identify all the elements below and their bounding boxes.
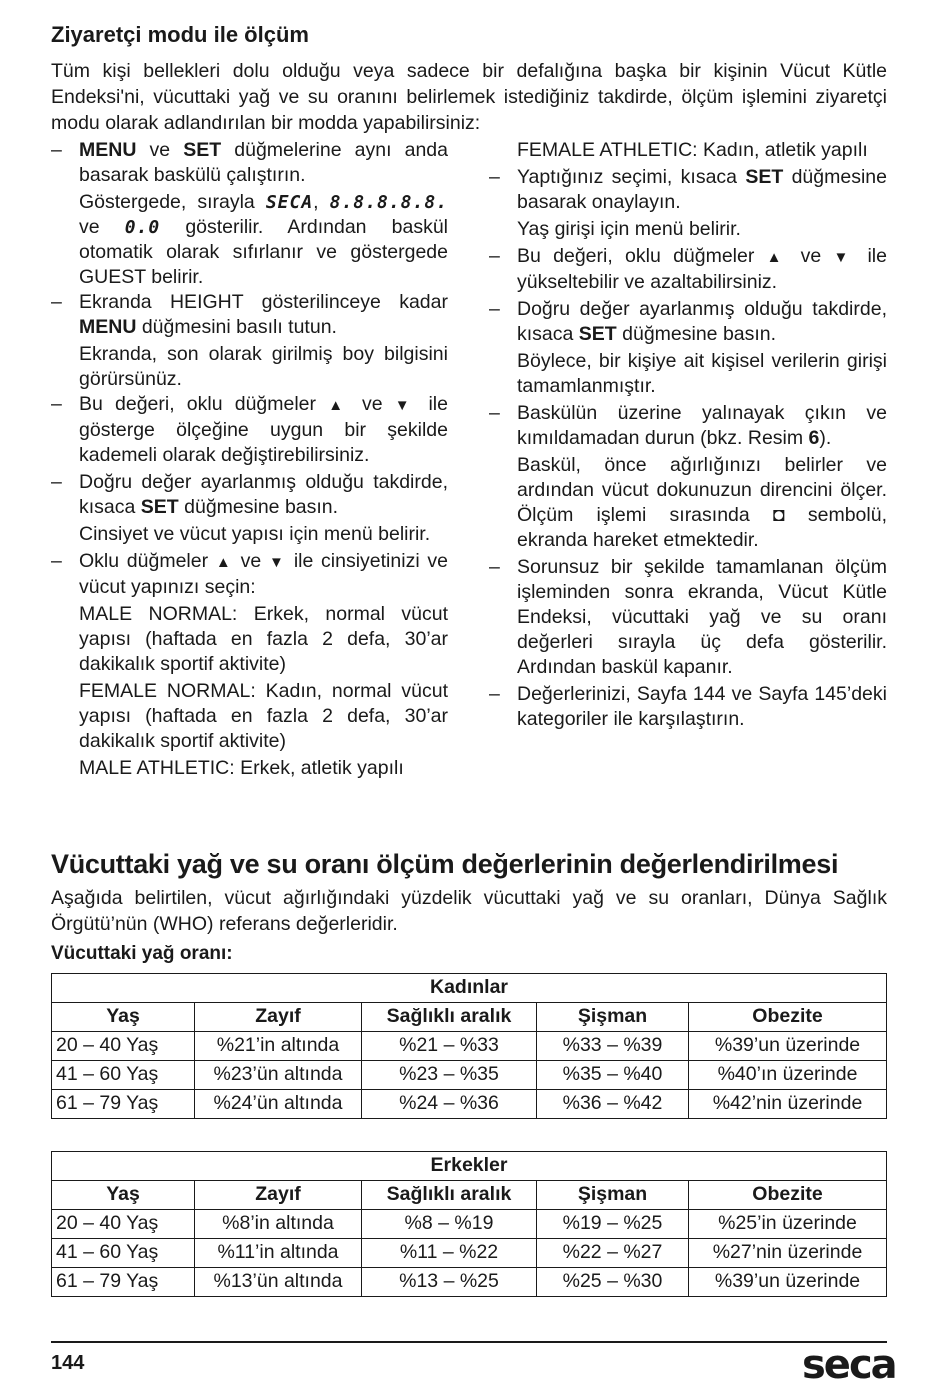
step-1-detail xyxy=(51,190,448,290)
step-10 xyxy=(489,555,887,680)
text: düğmesine basın. xyxy=(616,323,777,346)
step-8 xyxy=(489,297,887,347)
text: Doğru değer ayarlanmış olduğu takdirde, kısaca xyxy=(79,471,448,519)
lcd-zero: 0.0 xyxy=(124,217,161,239)
table-cell: %25 – %30 xyxy=(537,1267,689,1296)
table-cell: %36 – %42 xyxy=(537,1089,689,1118)
text: Oklu düğmeler xyxy=(79,550,216,573)
text: Değerlerinizi, Sayfa 144 ve Sayfa 145’deki kategoriler ile karşılaştırın. xyxy=(517,683,887,731)
column-header: Şişman xyxy=(537,1180,689,1209)
table-row xyxy=(52,1031,887,1060)
up-arrow-icon: ▲ xyxy=(766,249,789,267)
table-row xyxy=(52,1089,887,1118)
text: ve xyxy=(136,139,184,162)
table-spacer xyxy=(51,1119,887,1151)
text: , xyxy=(313,191,330,214)
step-7 xyxy=(489,244,887,295)
table-cell: %27’nin üzerinde xyxy=(689,1238,887,1267)
text: Yaptığınız seçimi, kısaca xyxy=(517,166,746,189)
bullet-dash: – xyxy=(51,393,62,416)
text: Bu değeri, oklu düğmeler xyxy=(517,245,767,268)
column-header: Zayıf xyxy=(195,1002,362,1031)
up-arrow-icon: ▲ xyxy=(328,397,350,415)
table-row xyxy=(52,1209,887,1238)
menu-key-label: MENU xyxy=(79,139,137,162)
section-title-evaluation: Vücuttaki yağ ve su oranı ölçüm değerlerinin değerlendirilmesi xyxy=(51,849,839,880)
table-cell: 41 – 60 Yaş xyxy=(52,1060,195,1089)
text: Bu değeri, oklu düğmeler xyxy=(79,393,329,416)
table-cell: %24 – %36 xyxy=(362,1089,537,1118)
down-arrow-icon: ▼ xyxy=(268,554,287,572)
column-header: Yaş xyxy=(52,1002,195,1031)
right-column xyxy=(489,138,887,732)
lcd-seca: SECA xyxy=(265,192,314,214)
step-9 xyxy=(489,401,887,451)
table-row xyxy=(52,1267,887,1296)
bullet-dash: – xyxy=(489,298,500,321)
table-cell: %22 – %27 xyxy=(537,1238,689,1267)
table-cell: %23 – %35 xyxy=(362,1060,537,1089)
table-cell: %8 – %19 xyxy=(362,1209,537,1238)
lcd-all-segments: 8.8.8.8.8. xyxy=(329,192,448,214)
down-arrow-icon: ▼ xyxy=(394,397,417,415)
text: ). xyxy=(819,427,832,450)
text: Baskülün üzerine yalınayak çıkın ve kımıldamadan durun (bkz. Resim xyxy=(517,402,887,450)
step-5 xyxy=(51,549,448,600)
step-6-detail: Yaş girişi için menü belirir. xyxy=(517,218,741,241)
down-arrow-icon: ▼ xyxy=(833,249,856,267)
table-cell: %21 – %33 xyxy=(362,1031,537,1060)
set-key-label: SET xyxy=(183,139,222,162)
option-female-normal: FEMALE NORMAL: Kadın, normal vücut yapısı (haftada en fazla 2 defa, 30’ar dakikalık sportif aktivite) xyxy=(79,680,448,753)
text: Ekranda HEIGHT gösterilinceye kadar xyxy=(79,291,448,314)
table-cell: %21’in altında xyxy=(195,1031,362,1060)
text: sembolü, ekranda hareket etmektedir. xyxy=(517,504,888,552)
table-caption: Erkekler xyxy=(52,1151,887,1180)
column-header: Sağlıklı aralık xyxy=(362,1002,537,1031)
text: ile cinsiyetinizi ve vücut yapınızı seçin: xyxy=(79,550,448,599)
bullet-dash: – xyxy=(51,471,62,494)
table-cell: %19 – %25 xyxy=(537,1209,689,1238)
option-male-athletic: MALE ATHLETIC: Erkek, atletik yapılı xyxy=(79,757,404,780)
text: düğmesine basarak onaylayın. xyxy=(517,166,887,214)
measurement-symbol-icon: ◘ xyxy=(772,504,785,527)
menu-key-label: MENU xyxy=(79,316,137,339)
table-row xyxy=(52,1238,887,1267)
bullet-dash: – xyxy=(51,139,62,162)
bullet-dash: – xyxy=(489,166,500,189)
column-header: Zayıf xyxy=(195,1180,362,1209)
column-header: Obezite xyxy=(689,1002,887,1031)
text: düğmelerine aynı anda basarak baskülü çalıştırın. xyxy=(79,139,448,187)
page-number: 144 xyxy=(51,1352,85,1374)
step-6 xyxy=(489,165,887,215)
subsection-fat-ratio: Vücuttaki yağ oranı: xyxy=(51,942,233,964)
step-4 xyxy=(51,470,448,520)
text: ve xyxy=(788,245,834,268)
option-female-athletic: FEMALE ATHLETIC: Kadın, atletik yapılı xyxy=(517,139,868,162)
intro-paragraph: Tüm kişi bellekleri dolu olduğu veya sadece bir defalığına başka bir kişinin Vücut Kütle Endeksi'ni, vücuttaki yağ ve su oranını belirlemek istediğiniz takdirde, ölçüm işlemini ziyaretçi modu olarak adlandırılan bir modda yapabilirsiniz: xyxy=(51,60,887,135)
table-cell: %23’ün altında xyxy=(195,1060,362,1089)
bullet-dash: – xyxy=(489,556,500,579)
option-male-normal: MALE NORMAL: Erkek, normal vücut yapısı (haftada en fazla 2 defa, 30’ar dakikalık sportif aktivite) xyxy=(79,603,448,676)
footer-divider xyxy=(51,1341,887,1343)
text: ve xyxy=(79,216,125,239)
bullet-dash: – xyxy=(489,683,500,706)
table-men-fat-ratio xyxy=(51,1151,887,1297)
left-column xyxy=(51,138,448,781)
table-cell: %39’un üzerinde xyxy=(689,1267,887,1296)
text: ile gösterge ölçeğine uygun bir şekilde kademeli olarak değiştirebilirsiniz. xyxy=(79,393,448,467)
step-1 xyxy=(51,138,448,188)
table-cell: %13 – %25 xyxy=(362,1267,537,1296)
evaluation-description: Aşağıda belirtilen, vücut ağırlığındaki yüzdelik vücuttaki yağ ve su oranları, Dünya Sağlık Örgütü’nün (WHO) referans değerleridir. xyxy=(51,886,887,935)
column-header: Yaş xyxy=(52,1180,195,1209)
table-women-fat-ratio xyxy=(51,973,887,1119)
table-cell: %13’ün altında xyxy=(195,1267,362,1296)
section-title-guest-mode: Ziyaretçi modu ile ölçüm xyxy=(51,22,309,47)
bullet-dash: – xyxy=(489,402,500,425)
set-key-label: SET xyxy=(140,496,179,519)
table-cell: %8’in altında xyxy=(195,1209,362,1238)
instruction-columns xyxy=(51,138,887,828)
table-cell: %33 – %39 xyxy=(537,1031,689,1060)
table-cell: 61 – 79 Yaş xyxy=(52,1267,195,1296)
figure-reference: 6 xyxy=(808,427,820,450)
step-9-detail xyxy=(489,453,887,553)
table-cell: %11’in altında xyxy=(195,1238,362,1267)
step-8-detail: Böylece, bir kişiye ait kişisel verilerin girişi tamamlanmıştır. xyxy=(517,350,887,398)
table-cell: 20 – 40 Yaş xyxy=(52,1209,195,1238)
text: düğmesini basılı tutun. xyxy=(136,316,337,339)
text: ve xyxy=(232,550,269,573)
table-caption: Kadınlar xyxy=(52,973,887,1002)
step-4-detail: Cinsiyet ve vücut yapısı için menü belirir. xyxy=(79,523,431,546)
step-2-detail: Ekranda, son olarak girilmiş boy bilgisini görürsünüz. xyxy=(79,343,448,391)
column-header: Sağlıklı aralık xyxy=(362,1180,537,1209)
table-cell: %40’ın üzerinde xyxy=(689,1060,887,1089)
text: Baskül, önce ağırlığınızı belirler ve ardından vücut dokunuzun direncini ölçer. Ölçüm işlemi sırasında xyxy=(517,454,887,527)
bullet-dash: – xyxy=(51,550,62,573)
step-11 xyxy=(489,682,887,732)
table-cell: %11 – %22 xyxy=(362,1238,537,1267)
bullet-dash: – xyxy=(489,245,500,268)
table-cell: 20 – 40 Yaş xyxy=(52,1031,195,1060)
column-header: Obezite xyxy=(689,1180,887,1209)
table-cell: %42’nin üzerinde xyxy=(689,1089,887,1118)
table-row xyxy=(52,1060,887,1089)
text: Sorunsuz bir şekilde tamamlanan ölçüm işleminden sonra ekranda, Vücut Kütle Endeksi, vücuttaki yağ ve su oranı değerleri sırayla üç defa gösterilir. Ardından baskül kapanır. xyxy=(517,556,887,679)
table-cell: 61 – 79 Yaş xyxy=(52,1089,195,1118)
step-2 xyxy=(51,290,448,340)
table-cell: %35 – %40 xyxy=(537,1060,689,1089)
table-cell: %39’un üzerinde xyxy=(689,1031,887,1060)
text: ve xyxy=(349,393,395,416)
table-cell: %24’ün altında xyxy=(195,1089,362,1118)
text: ile yükseltebilir ve azaltabilirsiniz. xyxy=(517,245,887,294)
bullet-dash: – xyxy=(51,291,62,314)
set-key-label: SET xyxy=(745,166,784,189)
text: düğmesine basın. xyxy=(178,496,339,519)
up-arrow-icon: ▲ xyxy=(215,554,233,572)
text: Doğru değer ayarlanmış olduğu takdirde, kısaca xyxy=(517,298,887,346)
column-header: Şişman xyxy=(537,1002,689,1031)
table-cell: 41 – 60 Yaş xyxy=(52,1238,195,1267)
document-page xyxy=(51,22,887,1297)
text: gösterilir. Ardından baskül otomatik olarak sıfırlanır ve göstergede GUEST belirir. xyxy=(79,216,448,289)
text: Göstergede, sırayla xyxy=(79,191,266,214)
set-key-label: SET xyxy=(578,323,617,346)
step-3 xyxy=(51,392,448,468)
seca-logo: seca xyxy=(802,1342,896,1388)
table-cell: %25’in üzerinde xyxy=(689,1209,887,1238)
